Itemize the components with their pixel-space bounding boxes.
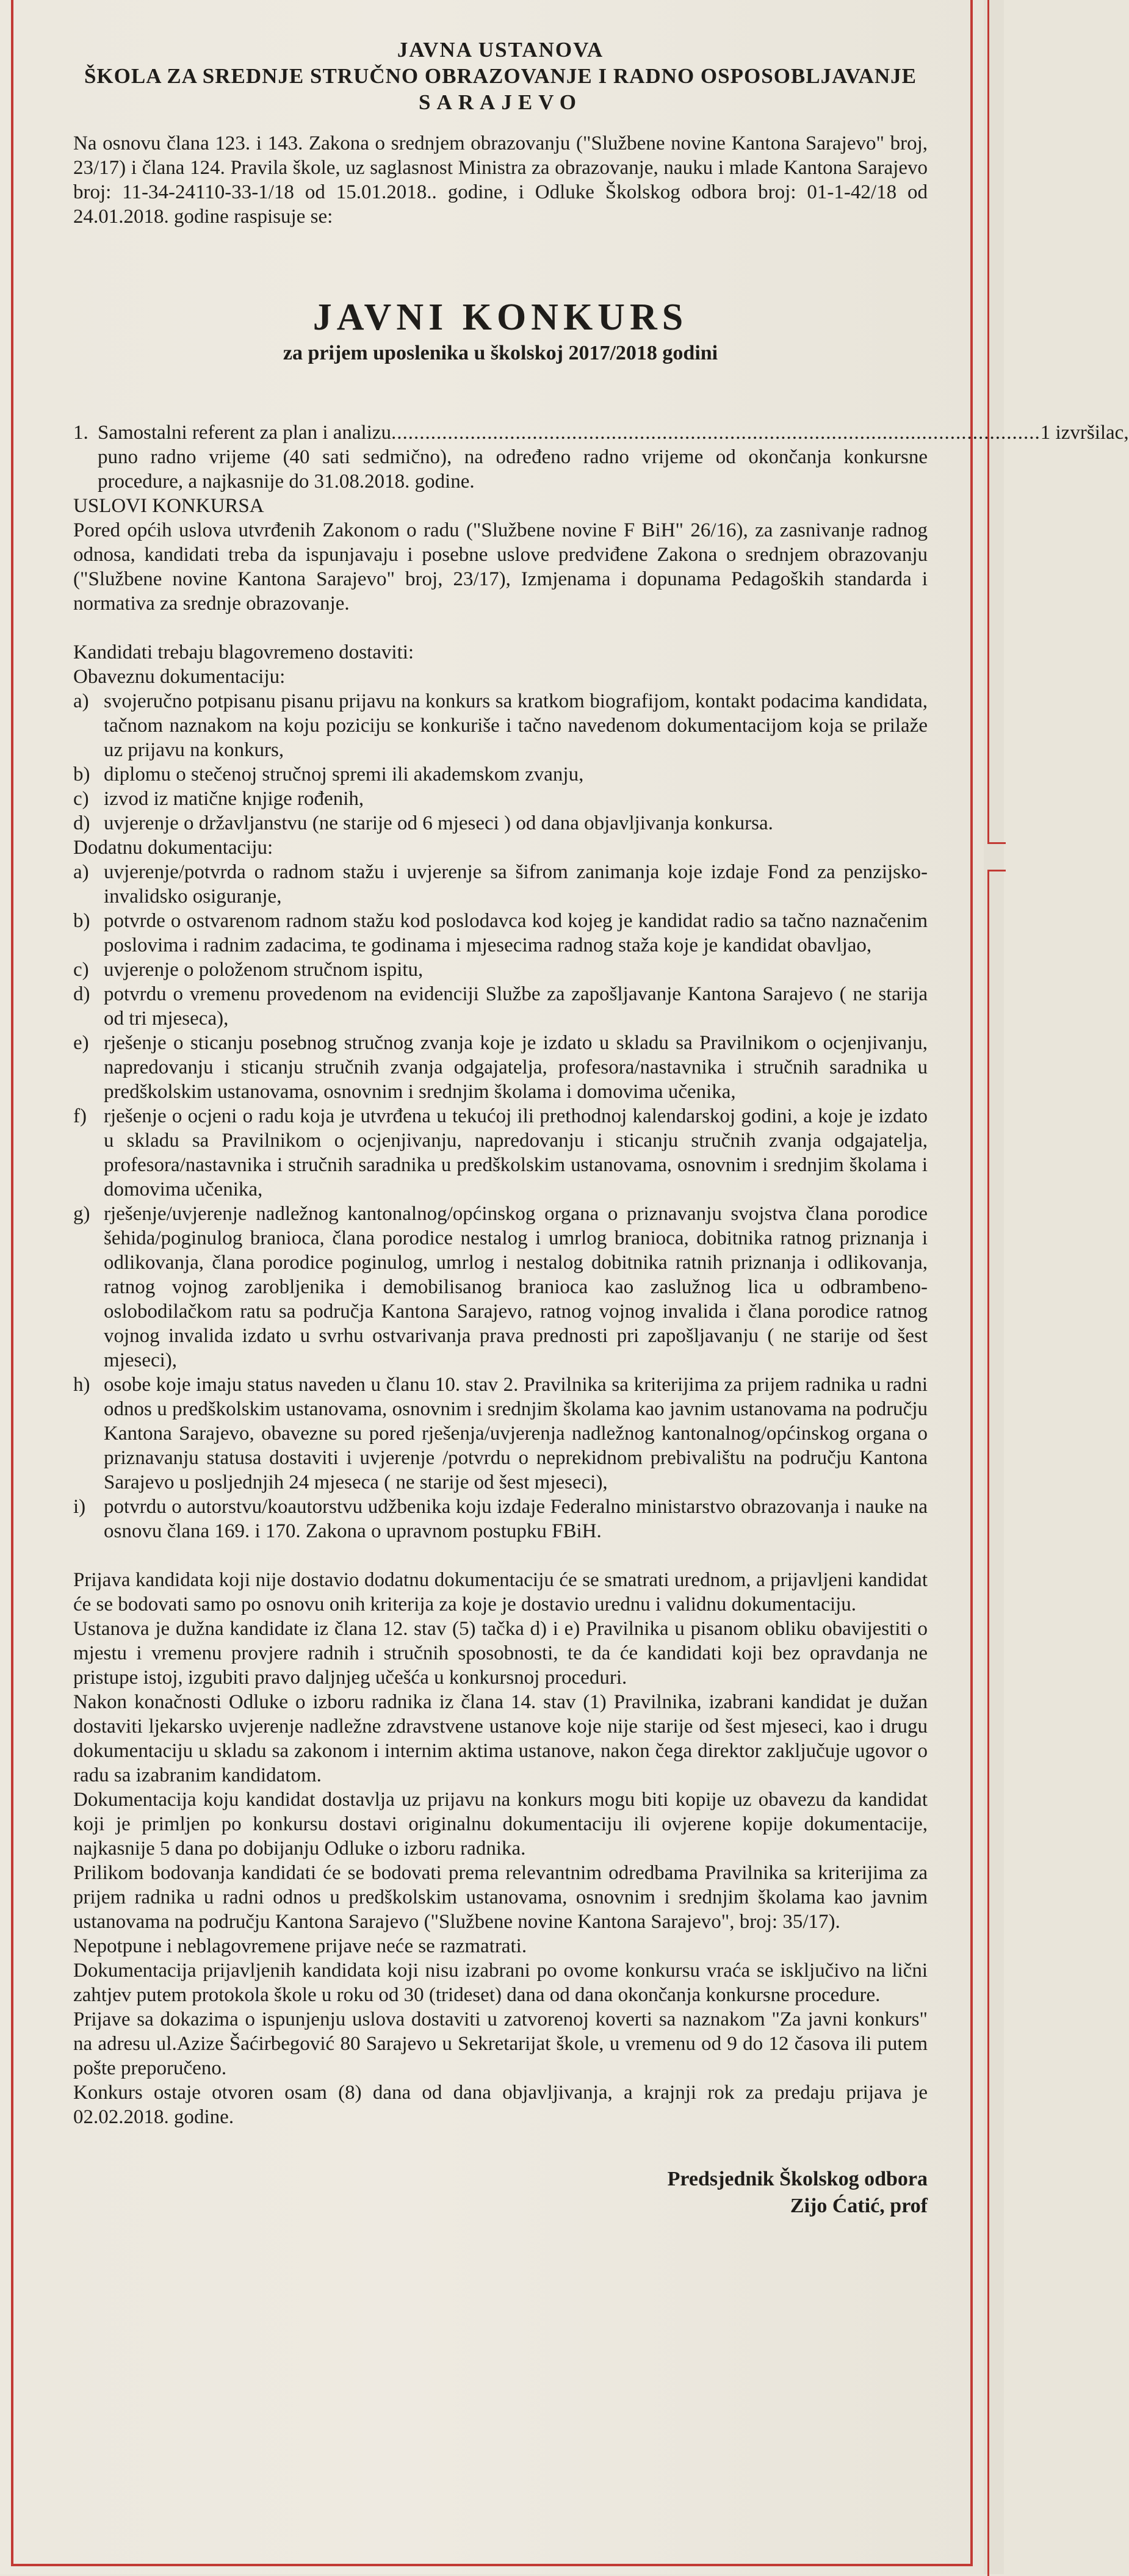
list-item: h) osobe koje imaju status naveden u članu 10. stav 2. Pravilnika sa kriterijima za prijem radnika u radni odnos u predškolskim ustanovama, osnovnim i srednjim školama kao javnim ustanovama na području Kantona Sarajevo, obavezne su pored rješenja/uvjerenja nadležnog kantonalnog/općinskog organa o priznavanju statusa dostaviti i uvjerenje /potvrdu o neprekidnom prebivalištu na području Kantona Sarajevo u posljednjih 24 mjeseca ( ne starije od šest mjeseci), bbox=[73, 1374, 928, 1493]
closing-paragraph: Nepotpune i neblagovremene prijave neće se razmatrati. bbox=[73, 1935, 527, 1957]
position-entry bbox=[73, 420, 1129, 494]
mandatory-list bbox=[73, 689, 928, 835]
list-item: i) potvrdu o autorstvu/koautorstvu udžbenika koju izdaje Federalno ministarstvo obrazovanja i nauke na osnovu člana 169. i 170. Zakona o upravnom postupku FBiH. bbox=[73, 1496, 928, 1542]
position-number: 1. bbox=[73, 422, 88, 444]
signature-name: Zijo Ćatić, prof bbox=[790, 2195, 928, 2217]
submit-heading: Kandidati trebaju blagovremeno dostaviti: bbox=[73, 641, 414, 663]
list-item: a) svojeručno potpisanu pisanu prijavu na konkurs sa kratkom biografijom, kontakt podacima kandidata, tačnom naznakom na koju poziciju se konkuriše i tačno navedenom dokumentacijom koja se prilaže uz prijavu na konkurs, bbox=[73, 690, 928, 761]
conditions-heading: USLOVI KONKURSA bbox=[73, 495, 264, 517]
signature-block bbox=[73, 2166, 928, 2220]
position-count: 1 izvršilac, bbox=[1040, 422, 1129, 444]
additional-heading: Dodatnu dokumentaciju: bbox=[73, 837, 273, 859]
list-item: a) uvjerenje/potvrda o radnom stažu i uvjerenje sa šifrom zanimanja koje izdaje Fond za penzijsko- invalidsko osiguranje, bbox=[73, 861, 928, 907]
position-name: Samostalni referent za plan i analizu bbox=[98, 422, 392, 444]
closing-paragraph: Ustanova je dužna kandidate iz člana 12. stav (5) tačka d) i e) Pravilnika u pisanom obliku obavijestiti o mjestu i vremenu provjere radnih i stručnih sposobnosti, te da će kandidati koji bez opravdanja ne pristupe istoj, izgubiti pravo daljnjeg učešća u konkursnoj proceduri. bbox=[73, 1618, 928, 1689]
list-item: g) rješenje/uvjerenje nadležnog kantonalnog/općinskog organa o priznavanju svojstva člana porodice šehida/poginulog branioca, člana porodice nestalog i umrlog branioca, dobitnika ratnog priznanja i odlikovanja, člana porodice poginulog, umrlog i nestalog dobitnika ratnih priznanja i odlikovanja, ratnog vojnog zarobljenika i demobilisanog branioca kao zaslužnog lica u odbrambeno-oslobodilačkom ratu sa područja Kantona Sarajevo, ratnog vojnog invalida i člana porodice ratnog vojnog invalida izdato u svrhu ostvarivanja prava prednosti pri zapošljavanju ( ne starije od šest mjeseci), bbox=[73, 1203, 928, 1371]
additional-list bbox=[73, 860, 928, 1543]
institution-name: ŠKOLA ZA SREDNJE STRUČNO OBRAZOVANJE I RADNO OSPOSOBLJAVANJE bbox=[84, 64, 917, 88]
list-item: b) diplomu o stečenoj stručnoj spremi ili akademskom zvanju, bbox=[73, 763, 584, 785]
closing-paragraph: Dokumentacija koju kandidat dostavlja uz prijavu na konkurs mogu biti kopije uz obavezu da kandidat koji je primljen po konkursu dostavi originalnu dokumentaciju ili ovjerene kopije dokumentacije, najkasnije 5 dana po dobijanju Odluke o izboru radnika. bbox=[73, 1789, 928, 1860]
closing-paragraph: Prijave sa dokazima o ispunjenju uslova dostaviti u zatvorenoj koverti sa naznakom "Za javni konkurs" na adresu ul.Azize Šaćirbegović 80 Sarajevo u Sekretarijat škole, u vremenu od 9 do 12 časova ili putem pošte preporučeno. bbox=[73, 2008, 928, 2079]
list-item: c) izvod iz matične knjige rođenih, bbox=[73, 788, 364, 810]
institution-type: JAVNA USTANOVA bbox=[397, 38, 604, 62]
adjacent-ad-border-bottom bbox=[987, 870, 1006, 2576]
list-item: d) potvrdu o vremenu provedenom na evidenciji Službe za zapošljavanje Kantona Sarajevo ( ne starija od tri mjeseca), bbox=[73, 983, 928, 1030]
list-item: d) uvjerenje o državljanstvu (ne starije od 6 mjeseci ) od dana objavljivanja konkursa. bbox=[73, 812, 773, 834]
closing-paragraph: Dokumentacija prijavljenih kandidata koji nisu izabrani po ovome konkursu vraća se isključivo na lični zahtjev putem protokola škole u roku od 30 (trideset) dana od dana okončanja konkursne procedure. bbox=[73, 1960, 928, 2006]
closing-paragraph: Konkurs ostaje otvoren osam (8) dana od dana objavljivanja, a krajnji rok za predaju prijava je 02.02.2018. godine. bbox=[73, 2082, 928, 2128]
announcement bbox=[73, 37, 1129, 2220]
legal-basis: Na osnovu člana 123. i 143. Zakona o srednjem obrazovanju ("Službene novine Kantona Sarajevo" broj, 23/17) i člana 124. Pravila škole, uz saglasnost Ministra za obrazovanje, nauku i mlade Kantona Sarajevo broj: 11-34-24110-33-1/18 od 15.01.2018.. godine, i Odluke Školskog odbora broj: 01-1-42/18 od 24.01.2018. godine raspisuje se: bbox=[73, 132, 928, 228]
conditions-text: Pored općih uslova utvrđenih Zakonom o radu ("Službene novine F BiH" 26/16), za zasnivanje radnog odnosa, kandidati treba da ispunjavaju i posebne uslove predviđene Zakona o srednjem obrazovanju ("Službene novine Kantona Sarajevo" broj, 23/17), Izmjenama i dopunama Pedagoških standarda i normativa za srednje obrazovanje. bbox=[73, 519, 928, 615]
page-subtitle: za prijem uposlenika u školskoj 2017/2018 godini bbox=[283, 342, 718, 364]
list-item: b) potvrde o ostvarenom radnom stažu kod poslodavca kod kojeg je kandidat radio sa tačno naznačenim poslovima i radnim zadacima, te godinama i mjesecima radnog staža koje je kandidat obavljao, bbox=[73, 910, 928, 956]
mandatory-heading: Obaveznu dokumentaciju: bbox=[73, 666, 286, 688]
position-detail: puno radno vrijeme (40 sati sedmično), na određeno radno vrijeme od okončanja konkursne procedure, a najkasnije do 31.08.2018. godine. bbox=[98, 446, 928, 492]
list-item: e) rješenje o sticanju posebnog stručnog zvanja koje je izdato u skladu sa Pravilnikom o ocjenjivanju, napredovanju i sticanju stručnih zvanja odgajatelja, profesora/nastavnika i stručnih saradnika u predškolskim ustanovama, osnovnim i srednjim školama i domovima učenika, bbox=[73, 1032, 928, 1103]
position-leader-dots: ................................................................................................................... bbox=[391, 422, 1041, 444]
page-title: JAVNI KONKURS bbox=[312, 297, 688, 338]
list-item: f) rješenje o ocjeni o radu koja je utvrđena u tekućoj ili prethodnoj kalendarskoj godini, a koje je izdato u skladu sa Pravilnikom o ocjenjivanju, napredovanju i sticanju stručnih zvanja odgajatelja, profesora/nastavnika i stručnih saradnika u predškolskim ustanovama, osnovnim i srednjim školama i domovima učenika, bbox=[73, 1105, 928, 1200]
institution-city: SARAJEVO bbox=[419, 90, 582, 114]
closing-paragraph: Prijava kandidata koji nije dostavio dodatnu dokumentaciju će se smatrati urednom, a prijavljeni kandidat će se bodovati samo po osnovu onih kriterija za koje je dostavio urednu i validnu dokumentaciju. bbox=[73, 1569, 928, 1615]
closing-paragraph: Prilikom bodovanja kandidati će se bodovati prema relevantnim odredbama Pravilnika sa kriterijima za prijem radnika u radni odnos u predškolskim ustanovama, osnovnim i srednjim školama kao javnim ustanovama na području Kantona Sarajevo ("Službene novine Kantona Sarajevo", broj: 35/17). bbox=[73, 1862, 928, 1933]
signature-role: Predsjednik Školskog odbora bbox=[667, 2168, 928, 2190]
closing-paragraph: Nakon konačnosti Odluke o izboru radnika iz člana 14. stav (1) Pravilnika, izabrani kandidat je dužan dostaviti ljekarsko uvjerenje nadležne zdravstvene ustanove koje nije starije od šest mjeseci, kao i drugu dokumentaciju u skladu sa zakonom i internim aktima ustanove, nakon čega direktor zaključuje ugovor o radu sa izabranim kandidatom. bbox=[73, 1691, 928, 1786]
list-item: c) uvjerenje o položenom stručnom ispitu, bbox=[73, 959, 424, 981]
